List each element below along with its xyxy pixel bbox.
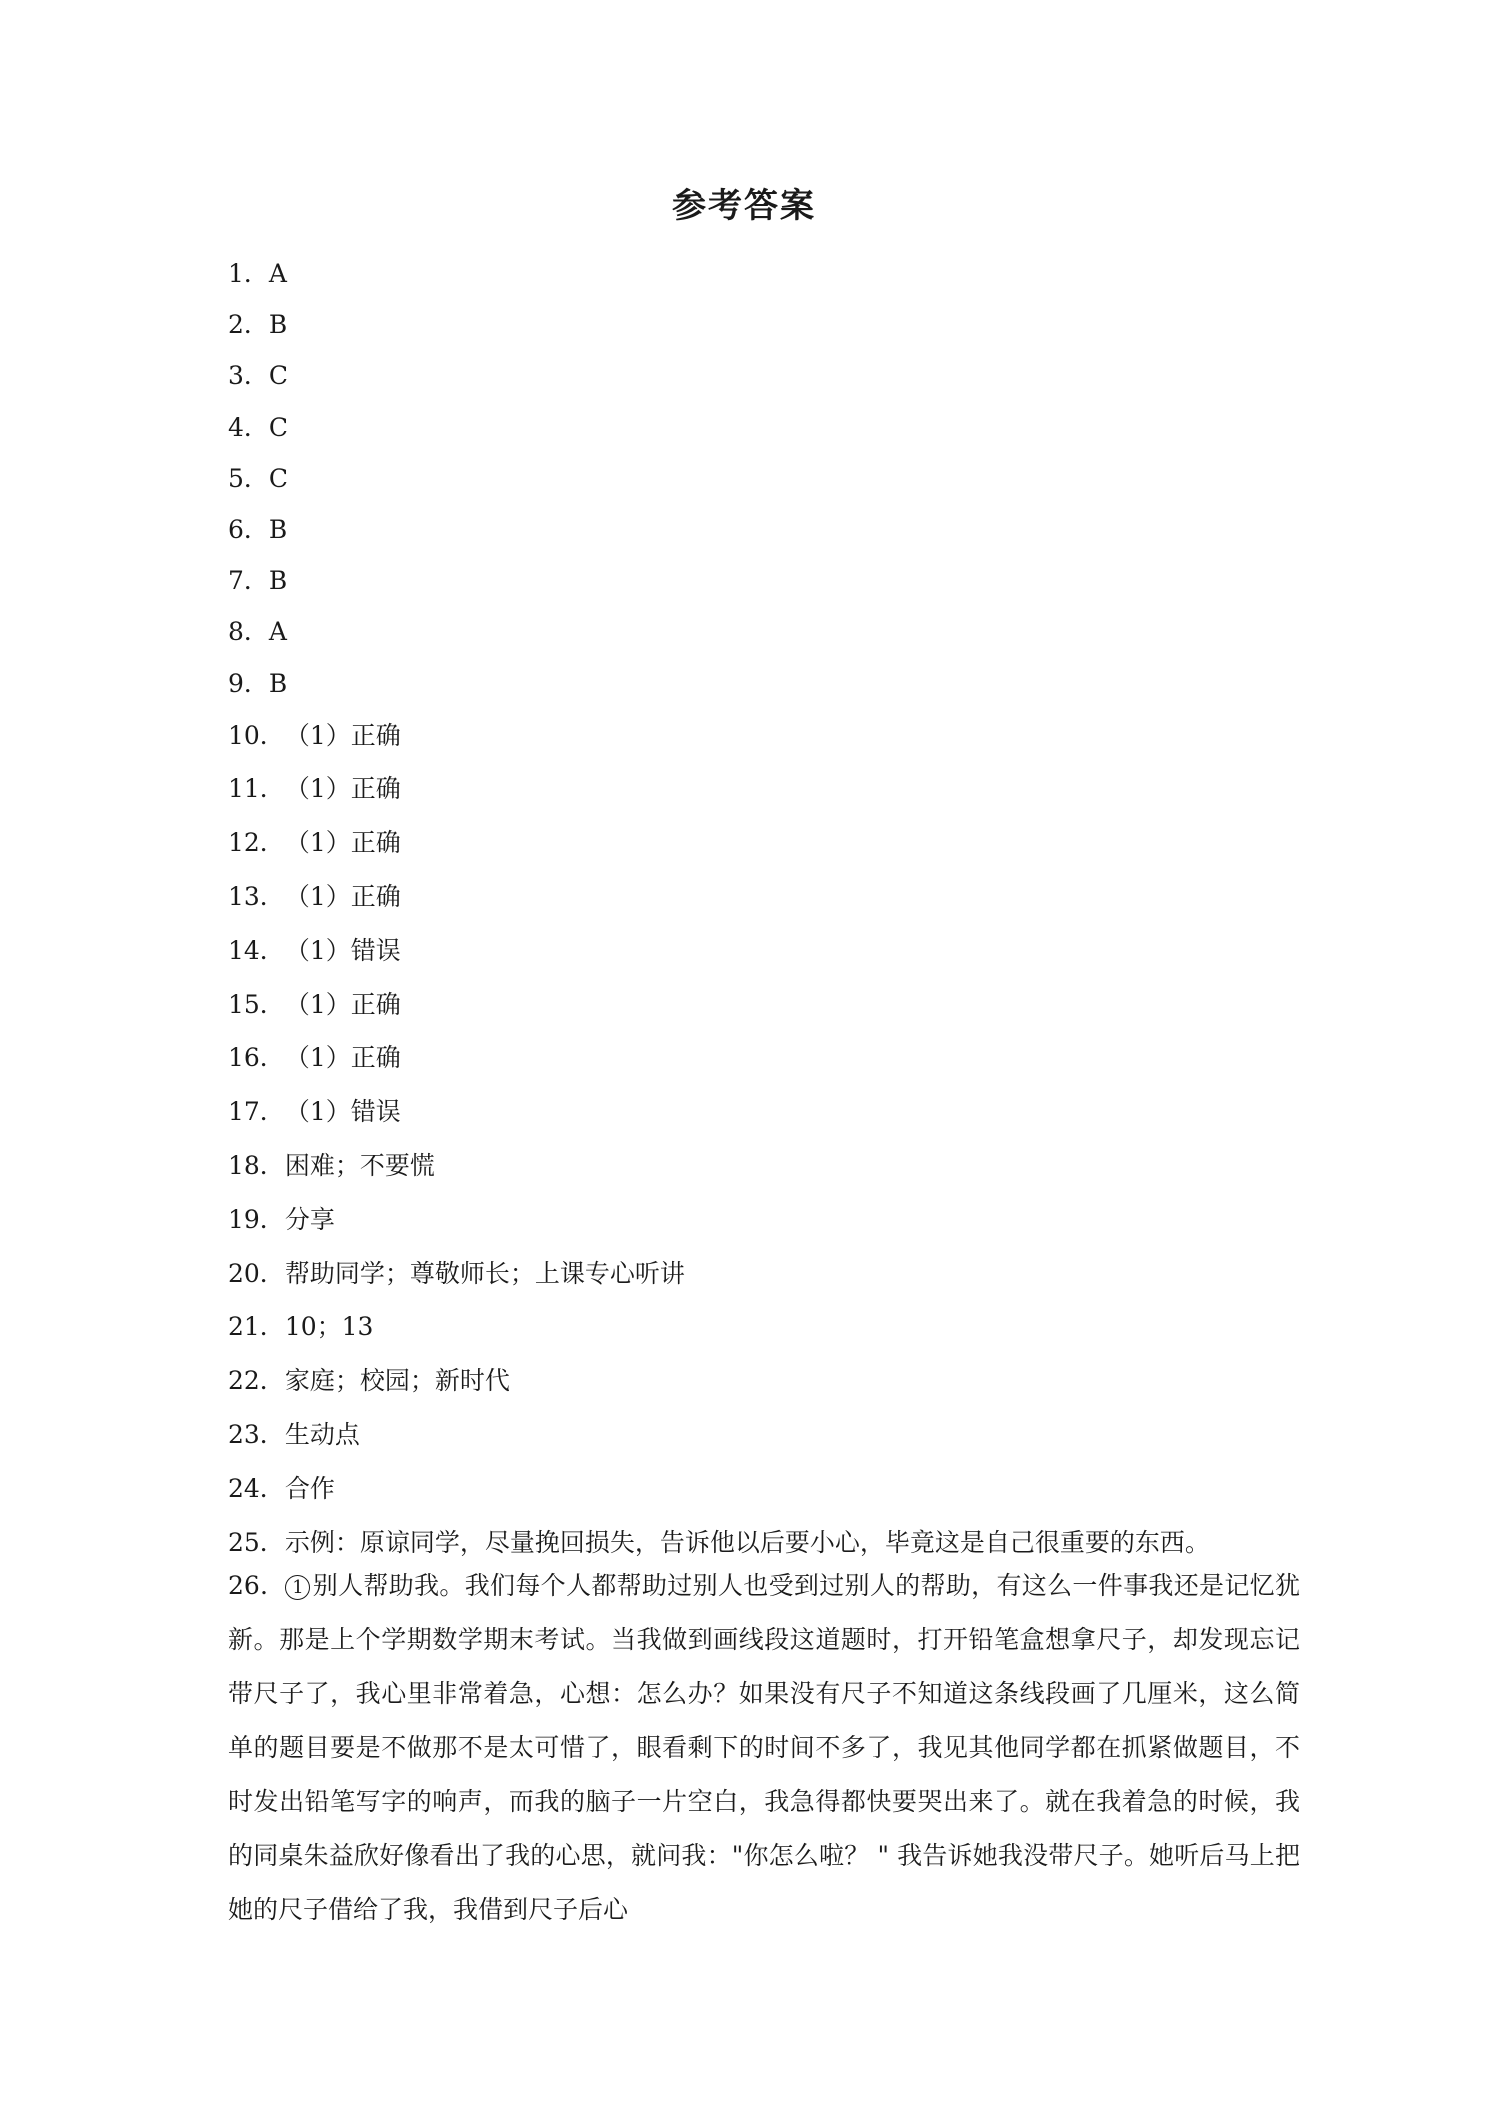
answer-number: 14． bbox=[228, 935, 285, 965]
answer-number: 5． bbox=[228, 463, 269, 493]
answer-text: C bbox=[268, 412, 289, 442]
answer-number: 7． bbox=[228, 566, 269, 596]
answer-number: 9． bbox=[228, 668, 269, 698]
answer-text: （1）错误 bbox=[284, 1097, 401, 1127]
answer-text: 10；13 bbox=[284, 1312, 374, 1342]
answer-number: 10． bbox=[228, 720, 285, 750]
answer-text: B bbox=[268, 566, 288, 596]
answer-item bbox=[228, 1085, 1300, 1139]
answer-number: 4． bbox=[228, 412, 269, 442]
page-title: 参考答案 bbox=[672, 186, 816, 226]
answer-item bbox=[228, 924, 1300, 978]
answer-text: 帮助同学；尊敬师长；上课专心听讲 bbox=[284, 1258, 685, 1288]
answer-text: B bbox=[268, 310, 288, 340]
answer-text: （1）正确 bbox=[284, 1043, 401, 1073]
answer-number: 21． bbox=[228, 1312, 285, 1342]
answer-item bbox=[228, 658, 1300, 709]
essay-text: 别人帮助我。我们每个人都帮助过别人也受到过别人的帮助，有这么一件事我还是记忆犹新。那是上个学期数学期末考试。当我做到画线段这道题时，打开铅笔盒想拿尺子，却发现忘记带尺子了，我心里非常着急，心想：怎么办？如果没有尺子不知道这条线段画了几厘米，这么简单的题目要是不做那不是太可惜了，眼看剩下的时间不多了，我见其他同学都在抓紧做题目，不时发出铅笔写字的响声，而我的脑子一片空白，我急得都快要哭出来了。就在我着急的时候，我的同桌朱益欣好像看出了我的心思，就问我："你怎么啦？ " 我告诉她我没带尺子。她听后马上把她的尺子借给了我，我借到尺子后心 bbox=[228, 1571, 1301, 1924]
answer-item bbox=[228, 453, 1300, 504]
answer-number: 20． bbox=[228, 1258, 285, 1288]
answer-text: C bbox=[268, 361, 289, 391]
essay-number: 26． bbox=[228, 1571, 286, 1600]
answer-number: 19． bbox=[228, 1204, 285, 1234]
answer-number: 11． bbox=[228, 774, 285, 804]
essay-answer bbox=[228, 1559, 1300, 1937]
answer-text: B bbox=[268, 514, 288, 544]
answer-text: B bbox=[268, 668, 288, 698]
answer-item bbox=[228, 762, 1300, 816]
answer-item bbox=[228, 299, 1300, 350]
answer-list bbox=[228, 248, 1300, 1569]
answer-item bbox=[228, 1300, 1300, 1354]
answer-text: 生动点 bbox=[284, 1420, 360, 1450]
answer-item bbox=[228, 504, 1300, 555]
answer-text: A bbox=[268, 259, 287, 288]
answer-item bbox=[228, 350, 1300, 401]
answer-text: （1）错误 bbox=[284, 935, 401, 965]
answer-text: C bbox=[268, 463, 289, 493]
answer-item bbox=[228, 978, 1300, 1032]
answer-number: 24． bbox=[228, 1473, 285, 1503]
answer-item bbox=[228, 1462, 1300, 1516]
answer-number: 15． bbox=[228, 989, 285, 1019]
answer-item bbox=[228, 1139, 1300, 1193]
answer-number: 22． bbox=[228, 1366, 285, 1396]
circled-number-marker: 1 bbox=[285, 1575, 310, 1600]
answer-number: 25． bbox=[228, 1527, 285, 1557]
answer-item bbox=[228, 1031, 1300, 1085]
answer-number: 1． bbox=[228, 259, 269, 288]
answer-text: A bbox=[268, 617, 287, 647]
answer-text: 家庭；校园；新时代 bbox=[284, 1366, 510, 1396]
answer-text: （1）正确 bbox=[284, 828, 401, 858]
answer-number: 13． bbox=[228, 882, 285, 912]
answer-text: 困难；不要慌 bbox=[284, 1151, 435, 1181]
answer-number: 16． bbox=[228, 1043, 285, 1073]
answer-number: 8． bbox=[228, 617, 269, 647]
answer-number: 2． bbox=[228, 310, 269, 340]
answer-item bbox=[228, 1193, 1300, 1247]
answer-number: 18． bbox=[228, 1151, 285, 1181]
answer-text: （1）正确 bbox=[284, 882, 401, 912]
answer-item bbox=[228, 402, 1300, 453]
answer-number: 12． bbox=[228, 828, 285, 858]
answer-item bbox=[228, 709, 1300, 763]
answer-item bbox=[228, 248, 1300, 299]
answer-text: 示例：原谅同学，尽量挽回损失，告诉他以后要小心，毕竟这是自己很重要的东西。 bbox=[284, 1527, 1210, 1557]
answer-text: 合作 bbox=[284, 1473, 335, 1503]
answer-text: （1）正确 bbox=[284, 720, 401, 750]
answer-number: 3． bbox=[228, 361, 269, 391]
answer-item bbox=[228, 555, 1300, 606]
answer-number: 6． bbox=[228, 514, 269, 544]
answer-item bbox=[228, 870, 1300, 924]
answer-text: （1）正确 bbox=[284, 989, 401, 1019]
answer-item bbox=[228, 606, 1300, 657]
answer-item bbox=[228, 1354, 1300, 1408]
answer-text: 分享 bbox=[284, 1204, 335, 1234]
answer-item bbox=[228, 1408, 1300, 1462]
answer-number: 17． bbox=[228, 1097, 285, 1127]
answer-item bbox=[228, 816, 1300, 870]
answer-number: 23． bbox=[228, 1420, 285, 1450]
answer-item bbox=[228, 1247, 1300, 1301]
answer-text: （1）正确 bbox=[284, 774, 401, 804]
